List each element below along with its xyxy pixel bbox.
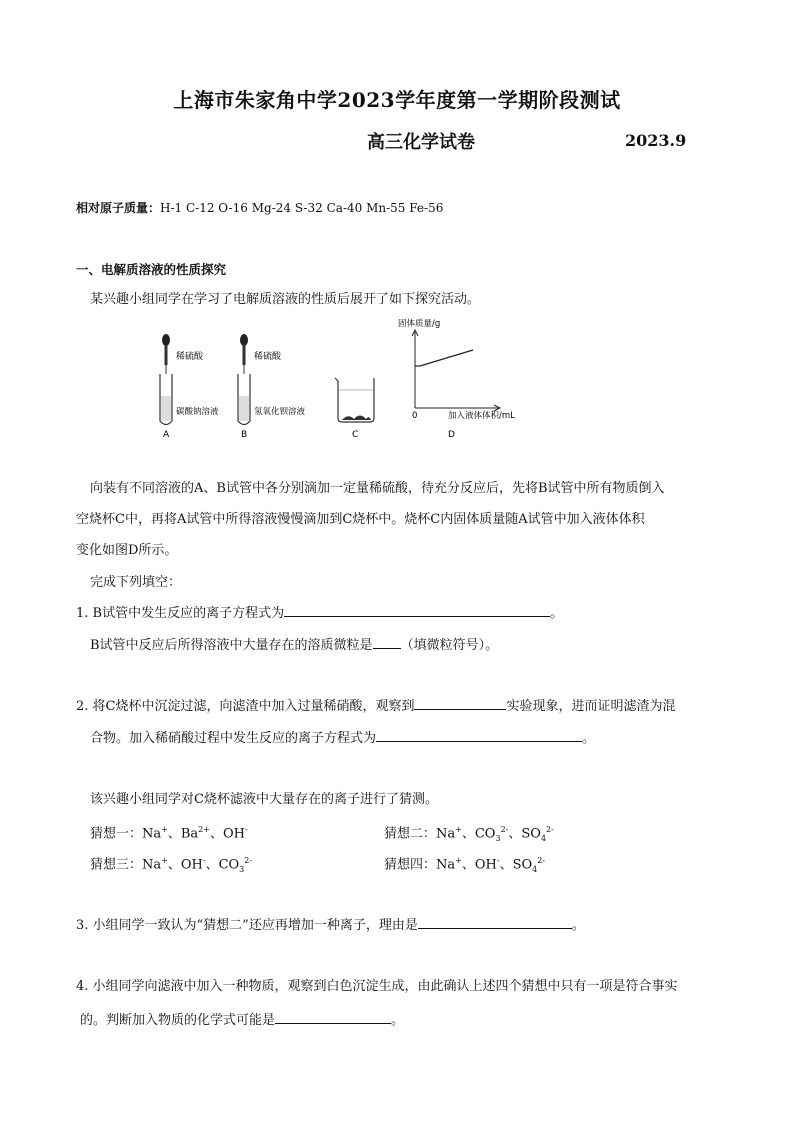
section-heading: 一、电解质溶液的性质探究 [76,262,227,277]
question-3 [76,914,585,936]
tube-a-reagent: 稀硫酸 [176,352,204,362]
answer-blank-4[interactable] [275,1009,391,1024]
graph-ylabel: 固体质量/g [398,319,441,329]
graph-label: D [448,430,455,440]
atomic-mass-line [76,199,443,216]
instruction: 完成下列填空： [90,575,182,590]
question-2-line-2 [90,727,595,749]
question-4-line-1: 4. 小组同学向滤液中加入一种物质，观察到白色沉淀生成，由此确认上述四个猜想中只有一项是符合事实 [76,979,678,994]
tube-b-solution: 氢氧化钡溶液 [254,407,306,417]
guess-3: 猜想三：Na+、OH-、$CO_3^{2-}$ [90,856,253,874]
question-1-suffix: 。 [550,606,564,621]
tube-a-label: A [163,430,170,440]
guess-2: 猜想二：Na+、$CO_3^{2-}$、$SO_4^{2-}$ [384,825,554,843]
guess-3-label: 猜想三： [90,857,143,873]
answer-blank-2a[interactable] [414,695,506,710]
guess-1-label: 猜想一： [90,826,143,842]
tube-b-reagent: 稀硫酸 [254,352,282,362]
exam-date: 2023.9 [625,131,687,150]
question-3-suffix: 。 [571,918,585,933]
answer-blank-3[interactable] [418,914,572,929]
exam-title: 上海市朱家角中学2023学年度第一学期阶段测试 [173,88,621,112]
question-4-line-2 [80,1009,404,1031]
tube-b-apparatus [238,334,306,440]
guess-4: 猜想四：Na+、OH-、$SO_4^{2-}$ [384,856,546,874]
description-line-2: 空烧杯C中，再将A试管中所得溶液慢慢滴加到C烧杯中。烧杯C内固体质量随A试管中加入液体体积 [76,512,645,527]
question-1-line-1 [76,602,563,624]
atomic-mass-values: H-1 C-12 O-16 Mg-24 S-32 Ca-40 Mn-55 Fe-56 [160,201,444,215]
tube-a-solution: 碳酸钠溶液 [176,407,219,417]
question-1-prefix: 1. B试管中发生反应的离子方程式为 [76,606,285,621]
question-4-suffix: 。 [391,1013,405,1028]
question-1b-suffix: （填微粒符号）。 [400,638,499,653]
question-2b-suffix: 。 [582,731,596,746]
answer-blank-1a[interactable] [284,602,550,617]
exam-subtitle: 高三化学试卷 [367,132,475,153]
answer-blank-1b[interactable] [373,634,401,649]
graph-origin: 0 [412,411,418,421]
question-2-suffix: 实验现象，进而证明滤渣为混 [506,699,676,714]
graph-line [420,350,473,366]
beaker-label: C [352,430,359,440]
tube-b-label: B [241,430,248,440]
section-intro: 某兴趣小组同学在学习了电解质溶液的性质后展开了如下探究活动。 [90,292,481,307]
guess-2-label: 猜想二： [384,826,437,842]
question-1b-prefix: B试管中反应后所得溶液中大量存在的溶质微粒是 [90,638,373,653]
graph-xlabel: 加入液体体积/mL [448,411,515,421]
guess-4-label: 猜想四： [384,857,437,873]
question-1-line-2 [90,634,498,656]
question-2-prefix: 2. 将C烧杯中沉淀过滤，向滤渣中加入过量稀硝酸，观察到 [76,699,415,714]
tube-a-apparatus [160,334,219,440]
answer-blank-2b[interactable] [376,727,582,742]
question-3-prefix: 3. 小组同学一致认为“猜想二”还应再增加一种离子，理由是 [76,918,418,933]
question-2-line-1 [76,695,676,717]
question-4-prefix: 的。判断加入物质的化学式可能是 [80,1013,276,1028]
guess-1: 猜想一：Na+、$Ba^{2+}$、OH- [90,825,248,842]
question-2b-prefix: 合物。加入稀硝酸过程中发生反应的离子方程式为 [90,731,377,746]
graph-d [398,318,515,440]
guesses-intro: 该兴趣小组同学对C烧杯滤液中大量存在的离子进行了猜测。 [90,792,438,807]
description-line-3: 变化如图D所示。 [76,543,178,558]
beaker-c [335,378,374,440]
experiment-figure [150,316,550,441]
atomic-mass-label: 相对原子质量： [76,201,161,215]
description-line-1: 向装有不同溶液的A、B试管中各分别滴加一定量稀硫酸，待充分反应后，先将B试管中所有物质倒入 [90,481,665,496]
